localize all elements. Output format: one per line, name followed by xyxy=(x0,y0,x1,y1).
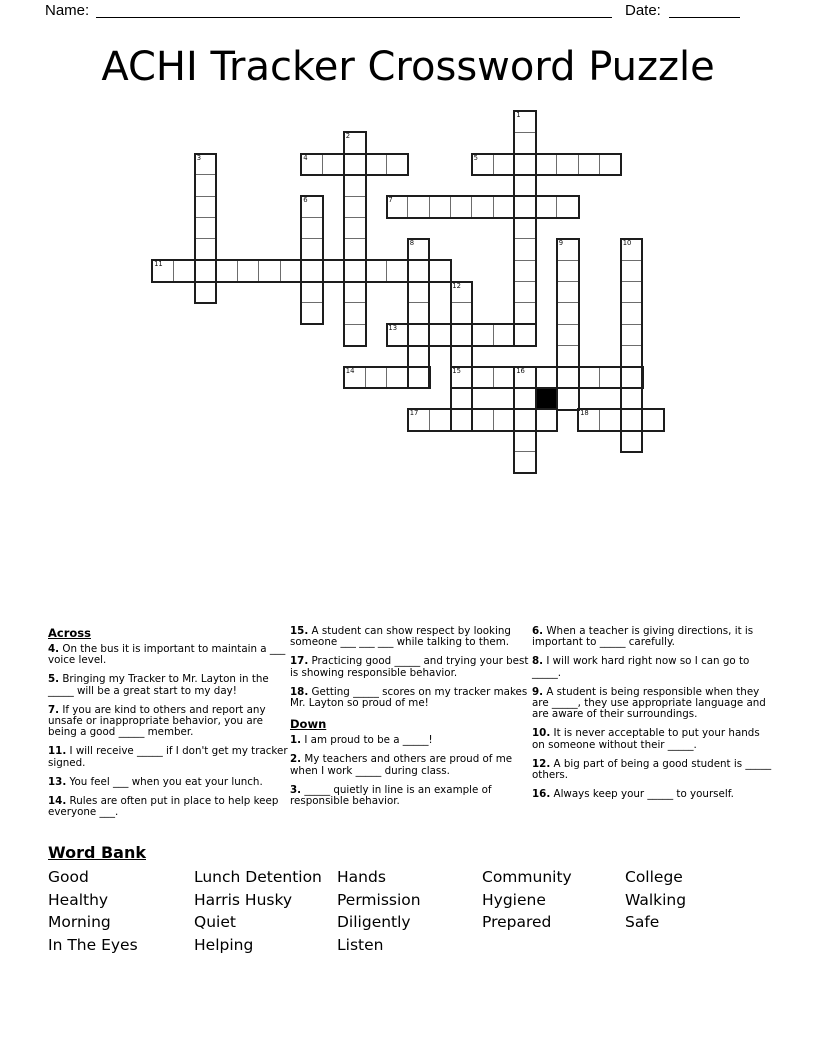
grid-cell[interactable] xyxy=(620,409,643,432)
grid-cell[interactable] xyxy=(386,196,409,219)
grid-cell[interactable] xyxy=(450,281,473,304)
clues-heading-down: Down xyxy=(290,717,327,732)
grid-cell[interactable] xyxy=(407,324,430,347)
grid-cell[interactable] xyxy=(556,260,579,283)
grid-cell[interactable] xyxy=(301,217,324,240)
word-bank-item: Harris Husky xyxy=(194,890,293,909)
grid-cell[interactable] xyxy=(194,174,217,197)
grid-cell[interactable] xyxy=(514,260,537,283)
grid-cell[interactable] xyxy=(450,196,473,219)
word-bank-item: Diligently xyxy=(337,913,411,932)
clue-number: 4. xyxy=(48,643,60,655)
grid-cell[interactable] xyxy=(194,281,217,304)
grid-cell[interactable] xyxy=(514,281,537,304)
clue-item xyxy=(290,735,530,746)
cell-number: 1 xyxy=(516,111,521,120)
grid-cell[interactable] xyxy=(535,366,558,389)
grid-cell[interactable] xyxy=(620,302,643,325)
grid-cell[interactable] xyxy=(429,324,452,347)
grid-cell[interactable] xyxy=(450,302,473,325)
grid-cell[interactable] xyxy=(301,238,324,261)
clue-number: 9. xyxy=(532,685,544,698)
word-bank-item: Permission xyxy=(337,890,421,909)
grid-cell[interactable] xyxy=(173,260,196,283)
grid-cell[interactable] xyxy=(386,260,409,283)
name-blank-line[interactable] xyxy=(96,2,612,18)
clue-item xyxy=(290,687,530,709)
grid-cell[interactable] xyxy=(556,366,579,389)
grid-cell[interactable] xyxy=(620,238,643,261)
cell-number: 17 xyxy=(409,409,419,418)
word-bank-item: Safe xyxy=(625,913,660,932)
clue-text: Rules are often put in place to help keep everyone ___. xyxy=(48,795,279,819)
clue-text: Always keep your _____ to yourself. xyxy=(553,788,734,801)
name-label: Name: xyxy=(45,2,90,19)
grid-cell[interactable] xyxy=(620,366,643,389)
word-bank-item: Lunch Detention xyxy=(194,868,322,886)
clue-number: 7. xyxy=(48,703,60,716)
clue-item xyxy=(290,656,530,678)
grid-cell[interactable] xyxy=(556,345,579,368)
clue-number: 2. xyxy=(290,753,302,766)
clue-item xyxy=(290,754,530,776)
grid-cell[interactable] xyxy=(620,387,643,410)
word-bank-item: Community xyxy=(482,868,572,886)
grid-cell[interactable] xyxy=(514,111,537,134)
word-bank-item: Helping xyxy=(194,935,254,954)
clue-number: 15. xyxy=(290,625,309,637)
grid-cell[interactable] xyxy=(556,324,579,347)
clue-column xyxy=(48,626,288,826)
clue-number: 1. xyxy=(290,734,302,747)
grid-cell[interactable] xyxy=(514,451,537,474)
clue-text: When a teacher is giving directions, it is important to _____ carefully. xyxy=(532,625,754,649)
grid-cell[interactable] xyxy=(343,132,366,155)
clue-text: I will receive _____ if I don't get my tracker signed. xyxy=(48,745,288,769)
grid-cell[interactable] xyxy=(599,153,622,176)
grid-cell[interactable] xyxy=(450,387,473,410)
grid-cell[interactable] xyxy=(514,196,537,219)
clue-text: Practicing good _____ and trying your best is showing responsible behavior. xyxy=(290,655,529,679)
grid-cell[interactable] xyxy=(514,324,537,347)
clue-item xyxy=(532,728,772,750)
word-bank-item: Morning xyxy=(48,913,111,932)
cell-number: 5 xyxy=(473,153,478,162)
grid-cell[interactable] xyxy=(216,260,239,283)
grid-cell[interactable] xyxy=(365,366,388,389)
word-bank-column xyxy=(48,866,138,956)
grid-cell[interactable] xyxy=(194,238,217,261)
clue-item xyxy=(532,626,772,648)
grid-cell[interactable] xyxy=(407,238,430,261)
cell-number: 12 xyxy=(452,281,461,290)
grid-cell[interactable] xyxy=(194,153,217,176)
grid-cell[interactable] xyxy=(514,387,537,410)
grid-cell[interactable] xyxy=(386,366,409,389)
grid-cell[interactable] xyxy=(514,302,537,325)
cell-number: 14 xyxy=(345,366,355,375)
clue-item xyxy=(532,687,772,721)
clue-text: Bringing my Tracker to Mr. Layton in the _____ will be a great start to my day! xyxy=(48,673,269,697)
grid-cell[interactable] xyxy=(407,260,430,283)
grid-cell[interactable] xyxy=(301,302,324,325)
clue-number: 16. xyxy=(532,788,551,801)
grid-cell[interactable] xyxy=(194,217,217,240)
grid-cell[interactable] xyxy=(322,153,345,176)
grid-cell[interactable] xyxy=(556,281,579,304)
word-bank-item: Listen xyxy=(337,935,384,954)
grid-cell[interactable] xyxy=(514,132,537,155)
word-bank-item: Prepared xyxy=(482,913,552,932)
grid-cell[interactable] xyxy=(407,302,430,325)
clue-text: My teachers and others are proud of me when I work _____ during class. xyxy=(290,753,513,777)
word-bank-item: Walking xyxy=(625,890,687,909)
grid-cell[interactable] xyxy=(237,260,260,283)
grid-cell[interactable] xyxy=(343,217,366,240)
grid-cell[interactable] xyxy=(471,366,494,389)
clue-number: 5. xyxy=(48,673,60,686)
grid-cell[interactable] xyxy=(514,430,537,453)
grid-cell[interactable] xyxy=(620,345,643,368)
cell-number: 18 xyxy=(580,409,589,418)
cell-number: 10 xyxy=(622,238,632,247)
grid-cell[interactable] xyxy=(514,153,537,176)
grid-cell[interactable] xyxy=(407,409,430,432)
grid-cell[interactable] xyxy=(386,153,409,176)
cell-number: 6 xyxy=(303,196,308,205)
grid-cell[interactable] xyxy=(301,196,324,219)
grid-cell[interactable] xyxy=(194,260,217,283)
clue-item xyxy=(532,656,772,678)
grid-cell[interactable] xyxy=(514,409,537,432)
grid-cell[interactable] xyxy=(471,153,494,176)
clue-text: Getting _____ scores on my tracker makes Mr. Layton so proud of me! xyxy=(290,685,528,710)
grid-cell[interactable] xyxy=(407,196,430,219)
word-bank-column xyxy=(625,866,686,934)
grid-cell[interactable] xyxy=(493,153,516,176)
clue-item xyxy=(48,674,288,696)
clue-number: 8. xyxy=(532,655,544,668)
grid-cell[interactable] xyxy=(343,153,366,176)
grid-cell[interactable] xyxy=(556,302,579,325)
grid-cell[interactable] xyxy=(556,153,579,176)
word-bank-item: Good xyxy=(48,868,89,886)
grid-cell[interactable] xyxy=(194,196,217,219)
grid-cell[interactable] xyxy=(535,153,558,176)
grid-cell[interactable] xyxy=(578,153,601,176)
grid-cell[interactable] xyxy=(493,366,516,389)
cell-number: 4 xyxy=(303,153,308,162)
clue-text: I am proud to be a _____! xyxy=(304,734,433,747)
clue-text: A student can show respect by looking someone ___ ___ ___ while talking to them. xyxy=(290,625,511,649)
grid-cell[interactable] xyxy=(599,366,622,389)
clue-item xyxy=(48,796,288,818)
clue-column xyxy=(290,626,530,815)
clue-item xyxy=(532,789,772,800)
clue-number: 18. xyxy=(290,685,309,698)
word-bank-column xyxy=(482,866,572,934)
grid-cell[interactable] xyxy=(471,196,494,219)
grid-cell[interactable] xyxy=(343,238,366,261)
grid-cell[interactable] xyxy=(343,281,366,304)
grid-cell[interactable] xyxy=(407,366,430,389)
cell-number: 15 xyxy=(452,366,461,375)
word-bank-item: Quiet xyxy=(194,913,236,932)
grid-cell[interactable] xyxy=(365,153,388,176)
grid-cell[interactable] xyxy=(493,196,516,219)
grid-cell[interactable] xyxy=(343,302,366,325)
cell-number: 8 xyxy=(409,238,415,247)
grid-cell[interactable] xyxy=(429,260,452,283)
grid-cell[interactable] xyxy=(556,238,579,261)
grid-cell[interactable] xyxy=(535,409,558,432)
cell-number: 9 xyxy=(558,238,564,247)
grid-cell[interactable] xyxy=(493,324,516,347)
grid-cell[interactable] xyxy=(343,366,366,389)
blocked-cell xyxy=(535,387,558,410)
grid-cell[interactable] xyxy=(556,196,579,219)
word-bank-heading: Word Bank xyxy=(48,843,147,862)
word-bank-item: Hygiene xyxy=(482,890,546,909)
word-bank-item: College xyxy=(625,868,683,886)
grid-cell[interactable] xyxy=(343,260,366,283)
word-bank-item: Hands xyxy=(337,868,386,886)
grid-cell[interactable] xyxy=(620,430,643,453)
clue-number: 13. xyxy=(48,775,67,788)
grid-cell[interactable] xyxy=(493,409,516,432)
clue-text: A student is being responsible when they are _____, they use appropriate language and are aware of their surroundings. xyxy=(532,685,766,721)
clue-item xyxy=(532,759,772,781)
clue-number: 14. xyxy=(48,795,67,808)
clue-number: 3. xyxy=(290,783,302,796)
date-label: Date: xyxy=(625,2,661,19)
grid-cell[interactable] xyxy=(471,409,494,432)
grid-cell[interactable] xyxy=(471,324,494,347)
grid-cell[interactable] xyxy=(578,409,601,432)
clue-column xyxy=(532,626,772,808)
grid-cell[interactable] xyxy=(343,174,366,197)
grid-cell[interactable] xyxy=(386,324,409,347)
grid-cell[interactable] xyxy=(280,260,303,283)
grid-cell[interactable] xyxy=(620,281,643,304)
grid-cell[interactable] xyxy=(556,387,579,410)
clue-number: 11. xyxy=(48,745,67,758)
grid-cell[interactable] xyxy=(514,217,537,240)
grid-cell[interactable] xyxy=(514,174,537,197)
grid-cell[interactable] xyxy=(578,366,601,389)
cell-number: 7 xyxy=(388,196,393,205)
clue-item xyxy=(48,705,288,739)
word-bank-item: Healthy xyxy=(48,890,109,909)
grid-cell[interactable] xyxy=(450,324,473,347)
clue-text: If you are kind to others and report any unsafe or inappropriate behavior, you are being a good _____ member. xyxy=(48,703,266,739)
grid-cell[interactable] xyxy=(620,260,643,283)
clues-heading-across: Across xyxy=(48,626,91,640)
clue-item xyxy=(48,644,288,666)
grid-cell[interactable] xyxy=(514,238,537,261)
grid-cell[interactable] xyxy=(514,366,537,389)
cell-number: 3 xyxy=(196,153,202,162)
date-blank-line[interactable] xyxy=(669,2,740,18)
grid-cell[interactable] xyxy=(599,409,622,432)
grid-cell[interactable] xyxy=(642,409,665,432)
grid-cell[interactable] xyxy=(620,324,643,347)
clue-item xyxy=(290,626,530,648)
word-bank-column xyxy=(337,866,421,956)
clue-text: I will work hard right now so I can go to _____. xyxy=(532,655,750,679)
grid-cell[interactable] xyxy=(365,260,388,283)
grid-cell[interactable] xyxy=(301,281,324,304)
grid-cell[interactable] xyxy=(152,260,175,283)
grid-cell[interactable] xyxy=(450,345,473,368)
grid-cell[interactable] xyxy=(301,153,324,176)
word-bank-column xyxy=(194,866,322,956)
clue-item xyxy=(48,746,288,768)
word-bank-item: In The Eyes xyxy=(48,935,138,954)
grid-cell[interactable] xyxy=(450,366,473,389)
clue-text: _____ quietly in line is an example of responsible behavior. xyxy=(290,783,492,808)
clue-number: 12. xyxy=(532,757,551,770)
grid-cell[interactable] xyxy=(258,260,281,283)
puzzle-title: ACHI Tracker Crossword Puzzle xyxy=(101,44,715,90)
grid-cell[interactable] xyxy=(429,196,452,219)
clue-number: 10. xyxy=(532,727,551,740)
clue-text: A big part of being a good student is _____ others. xyxy=(532,757,772,782)
cell-number: 11 xyxy=(154,260,163,269)
grid-cell[interactable] xyxy=(301,260,324,283)
grid-cell[interactable] xyxy=(535,196,558,219)
clue-item xyxy=(290,785,530,807)
clue-text: You feel ___ when you eat your lunch. xyxy=(69,775,263,788)
grid-cell[interactable] xyxy=(450,409,473,432)
cell-number: 2 xyxy=(345,132,351,141)
clue-item xyxy=(48,777,288,788)
clue-number: 17. xyxy=(290,655,309,668)
clue-text: It is never acceptable to put your hands on someone without their _____. xyxy=(532,727,760,751)
cell-number: 16 xyxy=(516,366,525,375)
grid-cell[interactable] xyxy=(343,196,366,219)
clue-text: On the bus it is important to maintain a ___ voice level. xyxy=(48,643,286,667)
grid-cell[interactable] xyxy=(407,281,430,304)
grid-cell[interactable] xyxy=(343,324,366,347)
clue-number: 6. xyxy=(532,625,544,637)
grid-cell[interactable] xyxy=(407,345,430,368)
grid-cell[interactable] xyxy=(429,409,452,432)
grid-cell[interactable] xyxy=(322,260,345,283)
cell-number: 13 xyxy=(388,324,398,333)
